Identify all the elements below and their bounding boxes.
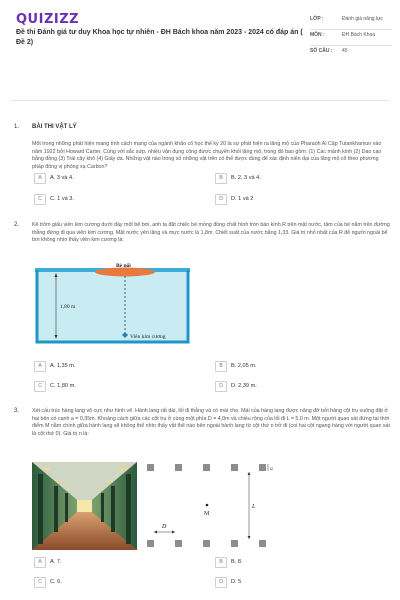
l-label: L — [252, 504, 256, 510]
gem-label: Viên kim cương — [130, 334, 166, 340]
option-text: D. 2,39 m. — [231, 383, 257, 389]
option-d[interactable] — [215, 193, 385, 205]
meta-panel — [310, 14, 392, 61]
meta-label: LỚP : — [310, 16, 324, 22]
option-a[interactable] — [34, 360, 204, 372]
option-key: D — [215, 577, 227, 588]
raft-label: Bè nổi — [116, 263, 131, 269]
option-a[interactable] — [34, 172, 204, 184]
option-c[interactable] — [34, 193, 204, 205]
option-key: C — [34, 577, 46, 588]
option-text: B. 8. — [231, 559, 243, 565]
meta-row-class — [310, 14, 392, 30]
option-key: A — [34, 361, 46, 372]
option-key: D — [215, 194, 227, 205]
option-c[interactable] — [34, 576, 204, 588]
meta-row-count — [310, 46, 392, 61]
m-label: M — [204, 511, 210, 517]
option-d[interactable] — [215, 380, 385, 392]
section-title: BÀI THI VẬT LÝ — [32, 124, 77, 130]
question-text: Một trong những phát hiện mang tính cách mạng của ngành khảo cổ học thế kỷ 20 là sự phát hiện ra lăng mộ của Pharaoh Ai Cập Tutankhamun vào năm 1922 bởi Howard Carter. Cùng với sắc sứp, nhiều vận dụng công được chuyển khỏi lăng mộ, trong đó bao gồm: (1) Các mảnh kính (2) Dao cạo bằng đồng (3) Trái cây khô (4) Giấy da. Những vật nào trong số những vật trên có thể được dùng để xác định niên đại của lăng mộ cổ theo phương pháp đồng vị phóng xạ Carbon? — [32, 141, 382, 170]
option-text: C. 1 và 3. — [50, 196, 74, 202]
option-key: C — [34, 194, 46, 205]
arrow-head-icon — [248, 536, 251, 539]
question-number: 1. — [14, 124, 20, 130]
option-key: B — [215, 361, 227, 372]
meta-value: 45 — [342, 48, 348, 54]
option-a[interactable] — [34, 556, 204, 568]
option-key: B — [215, 557, 227, 568]
option-text: B. 2, 3 và 4. — [231, 175, 261, 181]
option-text: D. 1 và 2 — [231, 196, 254, 202]
option-text: B. 2,05 m. — [231, 363, 257, 369]
option-text: D. 5 — [231, 579, 242, 585]
meta-value: ĐH Bách Khoa — [342, 32, 376, 38]
a-label: a — [270, 466, 273, 472]
option-text: C. 1,80 m. — [50, 383, 76, 389]
pool-figure — [35, 262, 190, 344]
option-c[interactable] — [34, 380, 204, 392]
worksheet-title: Đề thi Đánh giá tư duy Khoa học tự nhiên - ĐH Bách khoa năm 2023 - 2024 có đáp án ( Đề 2) — [16, 29, 303, 46]
header-divider — [10, 100, 390, 101]
d-label: D — [162, 524, 167, 530]
arrow-head-icon — [248, 472, 251, 475]
pillar-layout — [145, 462, 280, 550]
option-key: A — [34, 557, 46, 568]
arrow-head-icon — [154, 531, 157, 534]
corridor-diagram — [145, 462, 280, 550]
option-b[interactable] — [215, 556, 385, 568]
option-key: C — [34, 381, 46, 392]
arrow-head-icon — [172, 531, 175, 534]
option-text: A. 3 và 4. — [50, 175, 74, 181]
observer-point-icon — [206, 504, 209, 507]
meta-value: Đánh giá năng lực — [342, 16, 383, 22]
corridor-image — [32, 462, 137, 550]
option-key: B — [215, 173, 227, 184]
option-d[interactable] — [215, 576, 385, 588]
question-text: Kê trôm giấu viên kim cương dưới đáy một bể bơi, anh ta đặt chiếc bè mỏng đồng chất hình tròn bán kính R trên mặt nước, tâm của bè nằm trên đường thẳng đứng đi qua viên kim cương. Mặt nước yên lặng và mực nước là 1,8m. Chiết suất của nước bằng 1,33. Giá trị nhỏ nhất của R để người ngoài bể bơi không nhìn thấy viên kim cương là: — [32, 222, 390, 244]
quizizz-logo: QUIZIZZ — [16, 12, 80, 27]
option-key: A — [34, 173, 46, 184]
option-text: C. 6. — [50, 579, 62, 585]
meta-label: MÔN : — [310, 32, 325, 38]
meta-row-subject — [310, 30, 392, 46]
question-number: 3. — [14, 408, 20, 414]
option-text: A. 7. — [50, 559, 62, 565]
question-text: Xét cấu trúc hàng lang vô cực như hình vẽ. Hành lang rất dài, lối đi thẳng và có mái che. Mái của hàng lang được nâng đỡ bởi hàng cột trụ vuông đặt ở hai bên có cạnh a = 0,35m. Khoảng cách giữa các cột trụ ở cùng một phía D = 4,0m và chiều rộng của lối đi L = 5,0 m. Một người quan sát đứng tại thời điểm M nằm chính giữa hành lang sẽ không thể nhìn thấy vật thể nào bên ngoài hành lang từ cột thứ n trở đi (coi hai cột ngang hàng với người quan sát là cột thứ 0). Giá trị n là: — [32, 408, 390, 437]
corridor-photo — [32, 462, 137, 550]
depth-label: 1,80 m — [60, 304, 76, 310]
option-b[interactable] — [215, 172, 385, 184]
meta-label: SỐ CÂU : — [310, 48, 333, 54]
option-b[interactable] — [215, 360, 385, 372]
question-number: 2. — [14, 222, 20, 228]
pool-diagram — [35, 262, 190, 344]
option-text: A. 1,35 m. — [50, 363, 76, 369]
option-key: D — [215, 381, 227, 392]
